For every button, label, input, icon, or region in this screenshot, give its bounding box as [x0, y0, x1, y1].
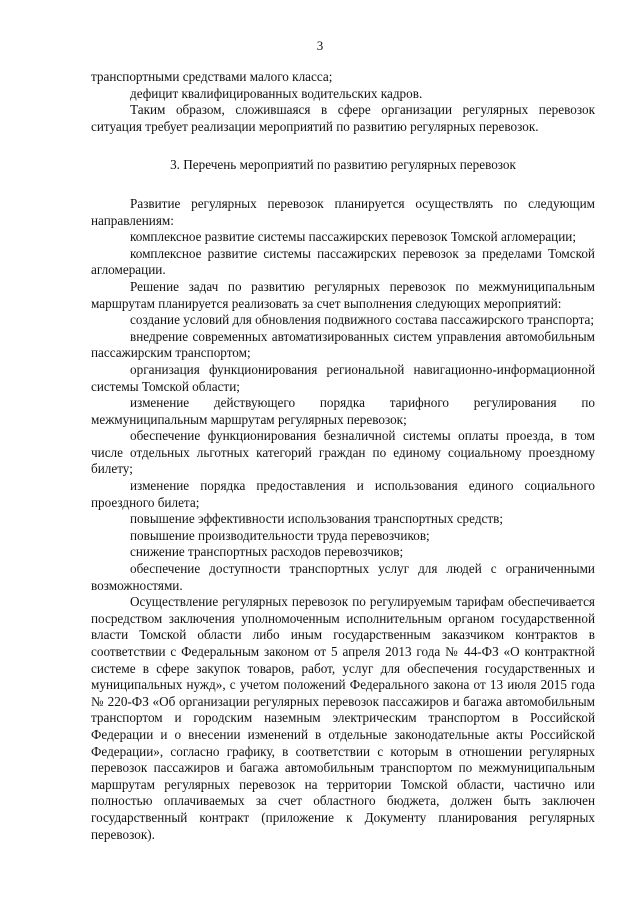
list-item: изменение порядка предоставления и использования единого социального проездного билета; [91, 478, 595, 510]
list-item: комплексное развитие системы пассажирских перевозок Томской агломерации; [130, 229, 577, 245]
paragraph: Таким образом, сложившаяся в сфере организации регулярных перевозок ситуация требует реализации мероприятий по развитию регулярных перевозок. [91, 102, 595, 134]
list-item: обеспечение доступности транспортных услуг для людей с ограниченными возможностями. [91, 561, 595, 593]
list-item: внедрение современных автоматизированных систем управления автомобильным пассажирским транспортом; [91, 328, 595, 361]
list-item: изменение действующего порядка тарифного регулирования по межмуниципальным маршрутам регулярных перевозок; [91, 395, 595, 427]
list-item: повышение производительности труда перевозчиков; [130, 527, 430, 543]
paragraph: дефицит квалифицированных водительских кадров. [130, 85, 423, 101]
paragraph: транспортными средствами малого класса; [91, 69, 333, 84]
list-item: организация функционирования региональной навигационно-информационной системы Томской области; [91, 361, 595, 394]
list-item: комплексное развитие системы пассажирских перевозок за пределами Томской агломерации. [91, 245, 595, 278]
document-body [91, 69, 595, 843]
paragraph: Осуществление регулярных перевозок по регулируемым тарифам обеспечивается посредством заключения уполномоченным исполнительным органом государственной власти Томской области либо иным государственным заказчиком контрактов в соответствии с Федеральным законом от 5 апреля 2013 года № 44-ФЗ «О контрактной системе в сфере закупок товаров, работ, услуг для обеспечения государственных и муниципальных нужд», с учетом положений Федерального закона от 13 июля 2015 года № 220-ФЗ «Об организации регулярных перевозок пассажиров и багажа автомобильным транспортом и городским наземным электрическим транспортом в Российской Федерации и о внесении изменений в отдельные законодательные акты Российской Федерации», согласно графику, в соответствии с которым в отношении регулярных перевозок пассажиров и багажа автомобильным транспортом по межмуниципальным маршрутам регулярных перевозок на территории Томской области, частично или полностью оплачиваемых за счет областного бюджета, должен быть заключен государственный контракт (приложение к Документу планирования регулярных перевозок). [91, 594, 595, 842]
paragraph: Развитие регулярных перевозок планируется осуществлять по следующим направлениям: [91, 195, 595, 228]
list-item: снижение транспортных расходов перевозчиков; [130, 544, 404, 560]
section-heading: 3. Перечень мероприятий по развитию регулярных перевозок [170, 157, 516, 173]
list-item: повышение эффективности использования транспортных средств; [130, 511, 504, 527]
paragraph: Решение задач по развитию регулярных перевозок по межмуниципальным маршрутам планируется реализовать за счет выполнения следующих мероприятий: [91, 278, 595, 311]
page-number: 3 [316, 38, 324, 53]
list-item: создание условий для обновления подвижного состава пассажирского транспорта; [130, 312, 595, 328]
list-item: обеспечение функционирования безналичной системы оплаты проезда, в том числе отдельных льготных категорий граждан по единому социальному проездному билету; [91, 428, 595, 477]
